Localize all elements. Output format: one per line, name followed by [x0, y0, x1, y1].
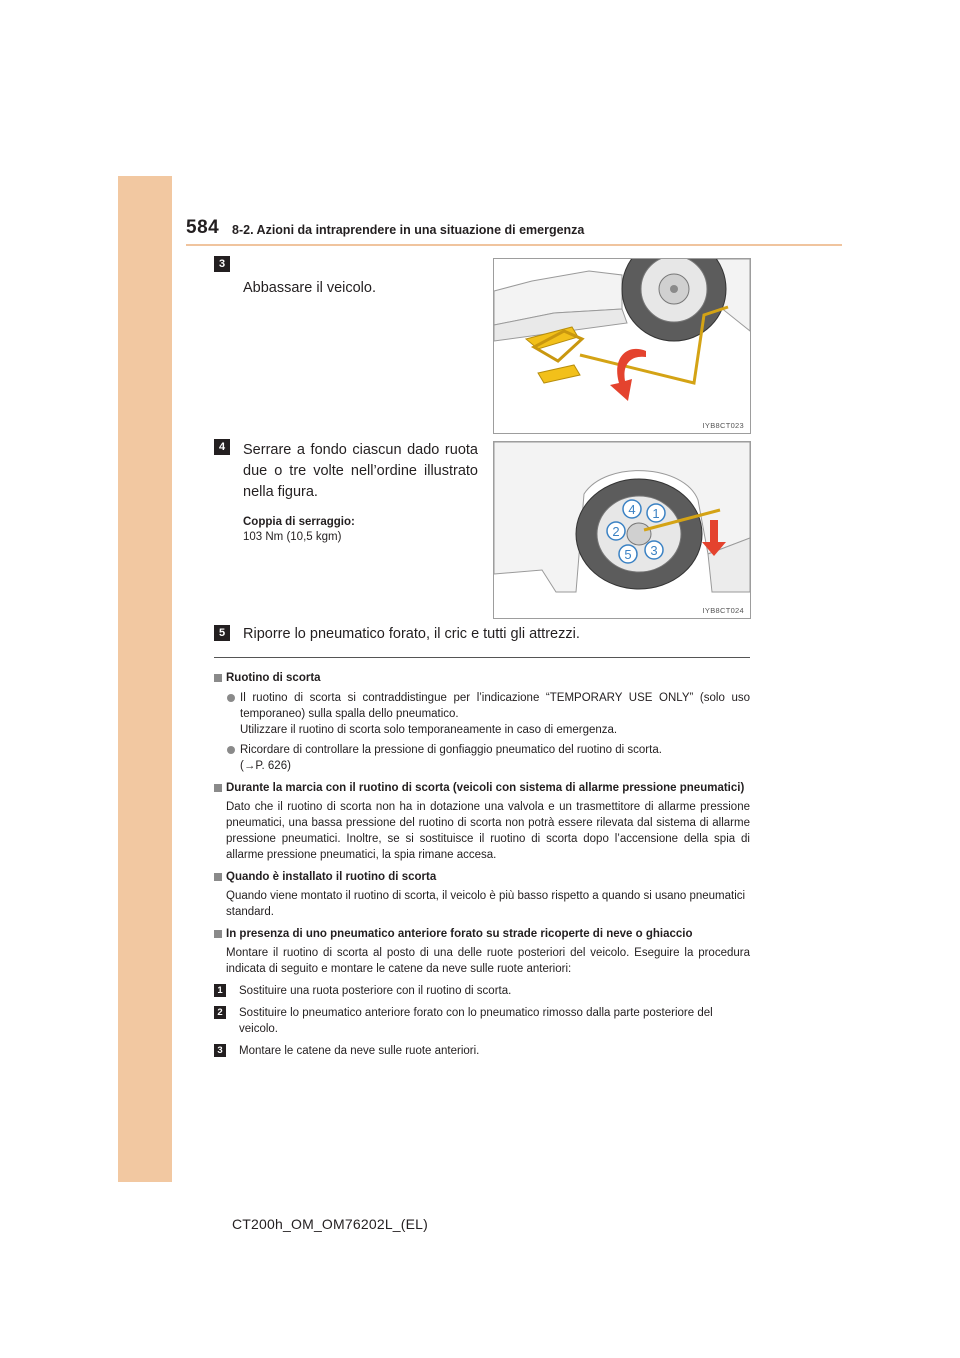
step-badge-3: 3: [214, 256, 230, 272]
note-body: Quando viene montato il ruotino di scorta, il veicolo è più basso rispetto a quando si usano pneumatici standard.: [226, 890, 746, 918]
note-heading: In presenza di uno pneumatico anteriore forato su strade ricoperte di neve o ghiaccio: [214, 926, 750, 942]
page-reference: (→P. 626): [240, 760, 291, 772]
sub-step: 1 Sostituire una ruota posteriore con il ruotino di scorta.: [214, 983, 750, 999]
square-bullet-icon: [214, 873, 222, 881]
notes-divider: [214, 657, 750, 658]
figure-lowering-vehicle: [493, 258, 751, 434]
chapter-sidebar-tab: [118, 176, 172, 1182]
sub-step: 3 Montare le catene da neve sulle ruote anteriori.: [214, 1043, 750, 1059]
note-heading: Ruotino di scorta: [214, 670, 750, 686]
order-label: 2: [612, 524, 620, 539]
order-label: 4: [628, 502, 636, 517]
notes-section: [214, 670, 750, 1059]
footer-document-code: CT200h_OM_OM76202L_(EL): [232, 1216, 429, 1232]
order-label: 3: [650, 543, 658, 558]
note-bullet: Ricordare di controllare la pressione di gonfiaggio pneumatico del ruotino di scorta.: [214, 742, 750, 758]
header-rule: [186, 244, 842, 246]
square-bullet-icon: [214, 784, 222, 792]
sub-step-badge: 2: [214, 1006, 226, 1019]
note-bullet-continuation: Utilizzare il ruotino di scorta solo temporaneamente in caso di emergenza.: [240, 724, 618, 736]
step-4-text: Serrare a fondo ciascun dado ruota due o tre volte nell’ordine illustrato nella figura.: [243, 442, 478, 500]
order-label: 1: [652, 506, 660, 521]
section-title: 8-2. Azioni da intraprendere in una situazione di emergenza: [232, 223, 585, 237]
note-body: Dato che il ruotino di scorta non ha in dotazione una valvola e un trasmettitore di allarme pressione pneumatici, una bassa pressione del ruotino di scorta non potrà essere rilevata dal sistema di allarme pressione pneumatici. Inoltre, se si sostituisce il ruotino di scorta dopo l’accensione della spia di allarme pressione pneumatici, la spia rimane accesa.: [226, 801, 750, 861]
note-body: Montare il ruotino di scorta al posto di una delle ruote posteriori del veicolo. Eseguire la procedura indicata di seguito e montare le catene da neve sulle ruote anteriori:: [226, 947, 750, 975]
figure-code: IYB8CT023: [702, 421, 744, 430]
sub-step-badge: 3: [214, 1044, 226, 1057]
square-bullet-icon: [214, 674, 222, 682]
step-5-text: Riporre lo pneumatico forato, il cric e tutti gli attrezzi.: [243, 626, 580, 642]
note-heading: Quando è installato il ruotino di scorta: [214, 869, 750, 885]
figure-tightening-order: [493, 441, 751, 619]
torque-value: 103 Nm (10,5 kgm): [243, 531, 342, 543]
figure-code: IYB8CT024: [702, 606, 744, 615]
sub-step: 2 Sostituire lo pneumatico anteriore forato con lo pneumatico rimosso dalla parte posteriore del veicolo.: [214, 1005, 750, 1037]
page-number: 584: [186, 217, 220, 238]
round-bullet-icon: [227, 746, 235, 754]
step-3-text: Abbassare il veicolo.: [243, 280, 376, 296]
sub-step-badge: 1: [214, 984, 226, 997]
tightening-illustration: [494, 442, 750, 618]
square-bullet-icon: [214, 930, 222, 938]
torque-label: Coppia di serraggio:: [243, 516, 355, 528]
round-bullet-icon: [227, 694, 235, 702]
note-bullet: Il ruotino di scorta si contraddistingue per l’indicazione “TEMPORARY USE ONLY” (solo uso temporaneo) sulla spalla dello pneumatico.: [214, 690, 750, 722]
step-badge-5: 5: [214, 625, 230, 641]
lowering-illustration: [494, 259, 750, 433]
order-label: 5: [624, 547, 632, 562]
note-heading: Durante la marcia con il ruotino di scorta (veicoli con sistema di allarme pressione pneumatici): [214, 780, 750, 796]
step-badge-4: 4: [214, 439, 230, 455]
